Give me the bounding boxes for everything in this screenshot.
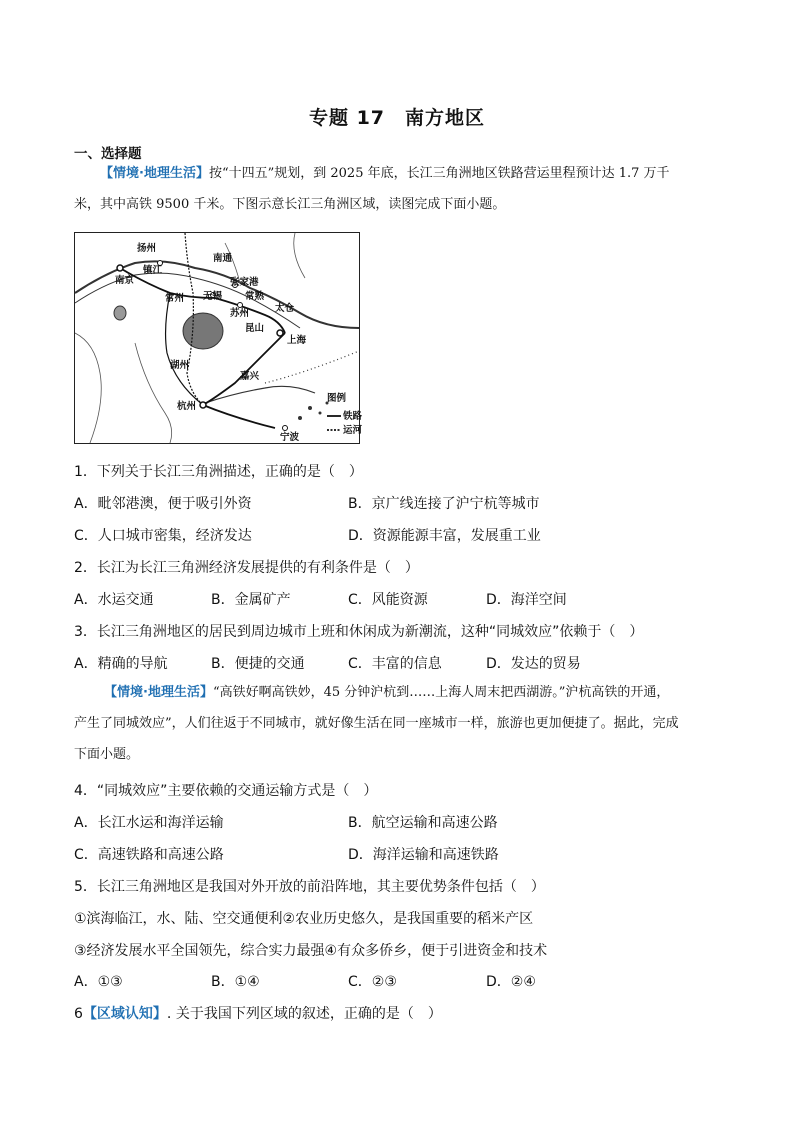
map-label-suzhou: 苏州 [230, 308, 250, 319]
q6-number: 6 [74, 1006, 83, 1022]
q3-option-c[interactable]: C．丰富的信息 [348, 656, 442, 672]
context-paragraph-2 [74, 677, 724, 770]
q5-option-a[interactable]: A．①③ [74, 974, 123, 990]
yangtze-delta-map [74, 232, 363, 444]
question-4: 4．“同城效应”主要依赖的交通运输方式是（ ） [74, 783, 378, 799]
legend-rail: 铁路 [343, 411, 363, 422]
legend-title: 图例 [327, 393, 347, 404]
context-text: “高铁好啊高铁妙，45 分钟沪杭到……上海人周末把西湖游。”沪杭高铁的开通， [212, 685, 670, 700]
map-label-changzhou: 常州 [165, 293, 185, 304]
context-tag: 【情境·地理生活】 [100, 166, 209, 181]
q2-option-b[interactable]: B．金属矿产 [211, 592, 291, 608]
q6-tag: 【区域认知】 [82, 1006, 167, 1022]
map-label-nantong: 南通 [213, 253, 233, 264]
question-2: 2．长江为长江三角洲经济发展提供的有利条件是（ ） [74, 560, 419, 576]
q4-option-a[interactable]: A．长江水运和海洋运输 [74, 815, 224, 831]
q2-option-a[interactable]: A．水运交通 [74, 592, 154, 608]
q1-option-a[interactable]: A．毗邻港澳，便于吸引外资 [74, 496, 252, 512]
context-text: 产生了同城效应”，人们往返于不同城市，就好像生活在同一座城市一样，旅游也更加便捷了。据此，完成 [74, 716, 679, 731]
q4-option-c[interactable]: C．高速铁路和高速公路 [74, 847, 224, 863]
q3-option-d[interactable]: D．发达的贸易 [486, 656, 581, 672]
q3-option-a[interactable]: A．精确的导航 [74, 656, 168, 672]
q1-option-c[interactable]: C．人口城市密集，经济发达 [74, 528, 252, 544]
section-heading: 一、选择题 [74, 146, 142, 162]
map-label-zhenjiang: 镇江 [143, 265, 163, 276]
q4-option-b[interactable]: B．航空运输和高速公路 [348, 815, 498, 831]
context-text: 按“十四五”规划，到 2025 年底，长江三角洲地区铁路营运里程预计达 1.7 万千 [208, 166, 670, 181]
map-label-yangzhou: 扬州 [137, 243, 157, 254]
context-text: 米，其中高铁 9500 千米。下图示意长江三角洲区域，读图完成下面小题。 [74, 197, 506, 212]
page-title: 专题 17 南方地区 [308, 107, 486, 129]
question-3: 3．长江三角洲地区的居民到周边城市上班和休闲成为新潮流，这种“同城效应”依赖于（ ） [74, 624, 644, 640]
q5-option-b[interactable]: B．①④ [211, 974, 260, 990]
q6-stem: . 关于我国下列区域的叙述，正确的是（ ） [166, 1006, 442, 1022]
legend-canal: 运河 [343, 425, 363, 436]
map-label-kunshan: 昆山 [245, 323, 265, 334]
map-label-jiaxing: 嘉兴 [240, 371, 260, 382]
q2-option-d[interactable]: D．海洋空间 [486, 592, 567, 608]
question-1: 1．下列关于长江三角洲描述，正确的是（ ） [74, 464, 363, 480]
map-label-wuxi: 无锡 [203, 291, 223, 302]
map-label-taicang: 太仓 [275, 303, 295, 314]
map-label-huzhou: 湖州 [170, 360, 190, 371]
map-label-hangzhou: 杭州 [177, 401, 197, 412]
q5-statement-1: ①滨海临江，水、陆、空交通便利②农业历史悠久，是我国重要的稻米产区 [74, 911, 534, 927]
q4-option-d[interactable]: D．海洋运输和高速铁路 [348, 847, 499, 863]
map-label-changshu: 常熟 [245, 291, 265, 302]
question-5: 5．长江三角洲地区是我国对外开放的前沿阵地，其主要优势条件包括（ ） [74, 879, 545, 895]
map-label-shanghai: 上海 [287, 335, 307, 346]
q5-statement-2: ③经济发展水平全国领先，综合实力最强④有众多侨乡，便于引进资金和技术 [74, 943, 548, 959]
map-label-nanjing: 南京 [115, 275, 135, 286]
q3-option-b[interactable]: B．便捷的交通 [211, 656, 305, 672]
q1-option-b[interactable]: B．京广线连接了沪宁杭等城市 [348, 496, 540, 512]
q5-option-c[interactable]: C．②③ [348, 974, 397, 990]
context-text: 下面小题。 [74, 747, 140, 762]
q1-option-d[interactable]: D．资源能源丰富，发展重工业 [348, 528, 541, 544]
map-label-ningbo: 宁波 [280, 432, 300, 443]
question-6 [74, 1003, 442, 1023]
q5-option-d[interactable]: D．②④ [486, 974, 536, 990]
q2-option-c[interactable]: C．风能资源 [348, 592, 428, 608]
context-tag: 【情境·地理生活】 [104, 685, 213, 700]
context-paragraph-1 [74, 158, 724, 220]
map-label-zhangjiagang: 张家港 [230, 277, 259, 288]
